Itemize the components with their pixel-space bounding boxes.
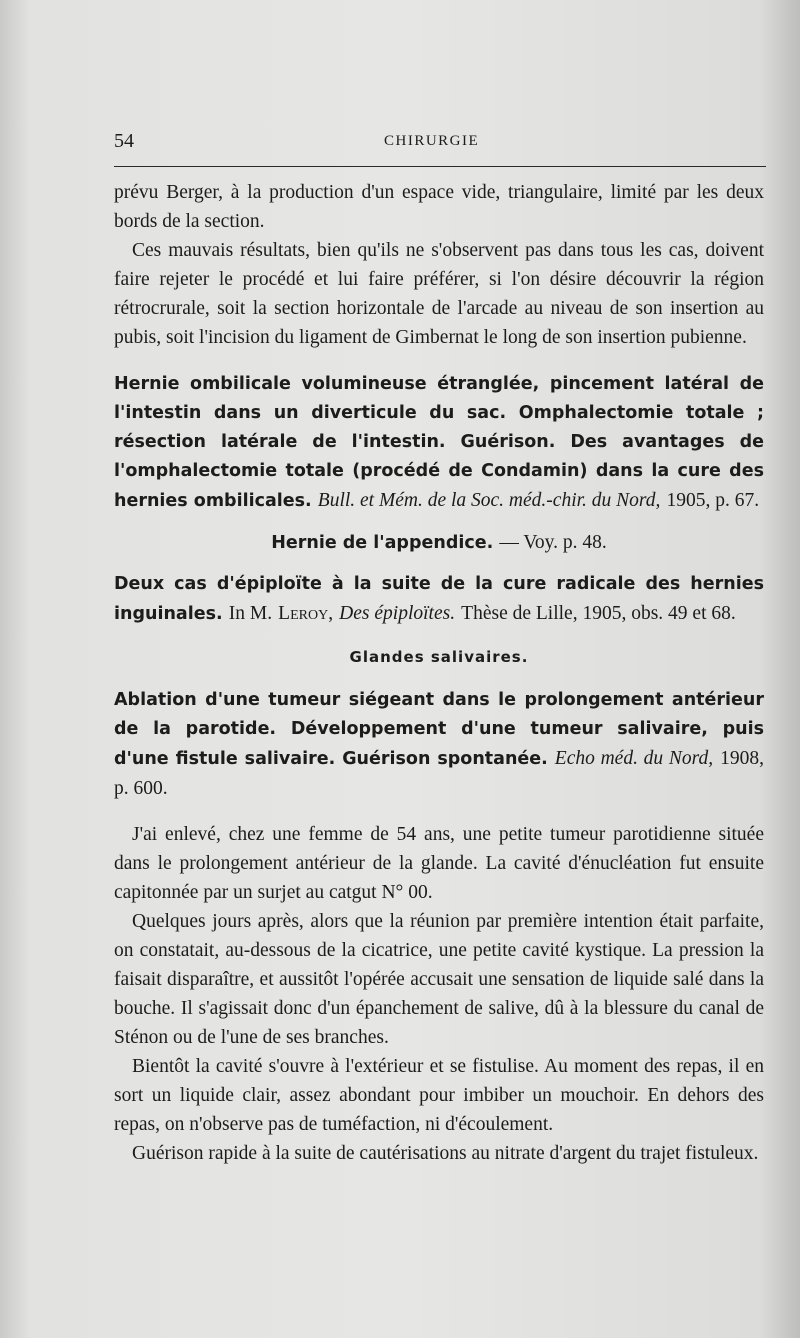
- entry-citation: Thèse de Lille, 1905, obs. 49 et 68.: [461, 603, 736, 624]
- entry-author: Leroy,: [278, 603, 334, 624]
- entry-title: Ablation d'une tumeur siégeant dans le prolongement antérieur de la parotide. Développement d'une tumeur salivaire, puis d'une fistule salivaire. Guérison spontanée.: [114, 690, 764, 769]
- page-number: 54: [114, 130, 134, 152]
- intro-paragraph: prévu Berger, à la production d'un espace vide, triangulaire, limité par les deux bords de la section.: [114, 182, 764, 232]
- entry-citation: 1905, p. 67.: [666, 490, 760, 511]
- case-paragraph: Bientôt la cavité s'ouvre à l'extérieur et se fistulise. Au moment des repas, il en sort un liquide clair, assez abondant pour imbiber un mouchoir. En dehors des repas, on n'observe pas de tuméfaction, ni d'écoulement.: [114, 1056, 764, 1135]
- page-body: [114, 178, 764, 1168]
- entry-title: Hernie ombilicale volumineuse étranglée, pincement latéral de l'intestin dans un diverticule du sac. Omphalectomie totale ; résection latérale de l'intestin. Guérison. Des avantages de l'omphalectomie totale (procédé de Condamin) dans la cure des hernies ombilicales.: [114, 374, 764, 511]
- entry-thesis-title: Des épiploïtes.: [339, 603, 456, 624]
- bibliography-entry: [114, 370, 764, 516]
- entry-citation-prefix: In M.: [228, 603, 273, 624]
- case-paragraph: Quelques jours après, alors que la réunion par première intention était parfaite, on constatait, au-dessous de la cicatrice, une petite cavité kystique. La pression la faisait disparaître, et aussitôt l'opérée accusait une sensation de liquide salé dans la bouche. Il s'agissait donc d'un épanchement de salive, dû à la blessure du canal de Sténon ou de l'une de ses branches.: [114, 911, 764, 1048]
- entry-citation: 1908, p. 600.: [114, 748, 765, 799]
- bibliography-entry: [114, 686, 764, 804]
- page-header: [114, 130, 764, 156]
- entry-journal: Bull. et Mém. de la Soc. méd.-chir. du Nord,: [317, 490, 661, 511]
- bibliography-entry: [114, 528, 764, 558]
- entry-journal: Echo méd. du Nord,: [554, 748, 714, 769]
- header-rule: [114, 166, 766, 167]
- entry-citation: — Voy. p. 48.: [499, 532, 607, 553]
- entry-title: Deux cas d'épiploïte à la suite de la cure radicale des hernies inguinales.: [114, 574, 764, 624]
- entry-title: Hernie de l'appendice.: [271, 533, 494, 553]
- running-head: CHIRURGIE: [384, 133, 480, 149]
- case-paragraph: J'ai enlevé, chez une femme de 54 ans, une petite tumeur parotidienne située dans le prolongement antérieur de la glande. La cavité d'énucléation fut ensuite capitonnée par un surjet au catgut N° 00.: [114, 824, 764, 903]
- section-heading: Glandes salivaires.: [349, 648, 529, 666]
- intro-paragraph: Ces mauvais résultats, bien qu'ils ne s'observent pas dans tous les cas, doivent faire rejeter le procédé et lui faire préférer, si l'on désire découvrir la région rétrocrurale, soit la section horizontale de l'arcade au niveau de son insertion au pubis, soit l'incision du ligament de Gimbernat le long de son insertion pubienne.: [114, 240, 764, 348]
- bibliography-entry: [114, 570, 764, 629]
- case-paragraph: Guérison rapide à la suite de cautérisations au nitrate d'argent du trajet fistuleux.: [132, 1143, 759, 1164]
